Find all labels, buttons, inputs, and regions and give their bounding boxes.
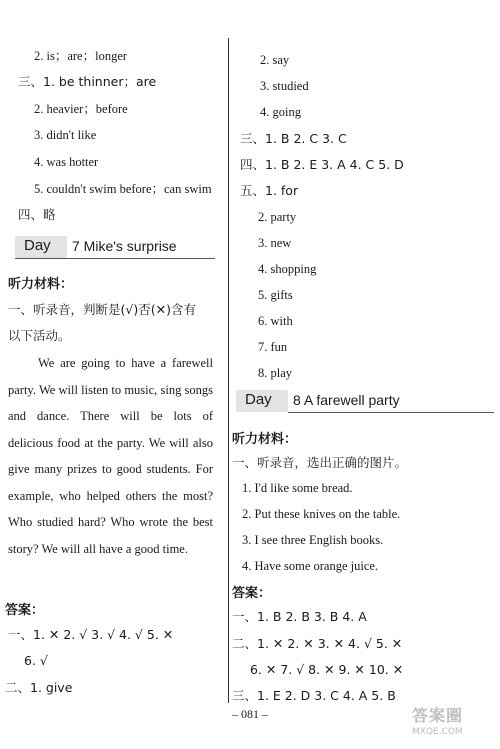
day-label: Day (24, 237, 51, 254)
day-title: 7 Mike's surprise (72, 238, 177, 254)
day-label: Day (245, 391, 272, 408)
answer-line: 五、1. for (240, 183, 299, 198)
listening-item: 1. I'd like some bread. (242, 481, 353, 495)
watermark-url: MXQE.COM (412, 727, 463, 737)
answer-line: 二、1. give (5, 680, 73, 695)
watermark-logo (412, 706, 498, 746)
answer-line: 5. couldn't swim before；can swim (34, 182, 212, 196)
listening-item: 4. Have some orange juice. (242, 559, 379, 573)
answer-line: 3. didn't like (34, 128, 97, 142)
answer-line: 2. heavier；before (34, 102, 128, 116)
listening-item: 2. Put these knives on the table. (242, 507, 401, 521)
answer-line: 7. fun (258, 340, 288, 354)
answer-line: 二、1. ✕ 2. ✕ 3. ✕ 4. √ 5. ✕ (232, 636, 403, 651)
day7-header (15, 236, 215, 260)
answer-line: 2. say (260, 53, 290, 67)
page-number: – 081 – (232, 707, 268, 721)
answer-line: 一、1. B 2. B 3. B 4. A (232, 609, 367, 624)
answer-heading: 答案： (5, 603, 45, 618)
answer-line: 一、1. ✕ 2. √ 3. √ 4. √ 5. ✕ (8, 627, 174, 642)
answer-line: 4. shopping (258, 262, 317, 276)
instruction-line: 一、听录音，判断是(√)否(✕)含有 (8, 302, 196, 317)
listening-item: 3. I see three English books. (242, 533, 384, 547)
answer-line: 4. going (260, 105, 301, 119)
listening-heading: 听力材料： (232, 432, 298, 447)
answer-line: 6. √ (24, 653, 48, 668)
answer-line: 8. play (258, 366, 293, 380)
answer-line: 三、1. be thinner；are (18, 74, 157, 89)
instruction-line: 一、听录音，选出正确的图片。 (232, 455, 408, 470)
answer-line: 三、1. B 2. C 3. C (240, 131, 347, 146)
answer-line: 3. studied (260, 79, 309, 93)
watermark-title: 答案圈 (412, 706, 464, 725)
answer-line: 4. was hotter (34, 155, 99, 169)
instruction-line: 以下活动。 (8, 328, 71, 343)
column-divider (228, 38, 229, 703)
answer-line: 四、略 (18, 207, 56, 222)
listening-heading: 听力材料： (8, 277, 74, 292)
answer-line: 6. with (258, 314, 293, 328)
answer-line: 三、1. E 2. D 3. C 4. A 5. B (232, 688, 396, 703)
listening-passage: We are going to have a farewell party. We will listen to music, sing songs and dance. There will be lots of delicious food at the party. We will also give many prizes to good students. For example, who helped others the most? Who studied hard? Who wrote the best story? We will all have a good time. (8, 356, 213, 556)
answer-line: 6. ✕ 7. √ 8. ✕ 9. ✕ 10. ✕ (250, 662, 404, 677)
day8-header (236, 390, 494, 414)
answer-line: 2. is；are；longer (34, 49, 128, 63)
answer-line: 四、1. B 2. E 3. A 4. C 5. D (240, 157, 404, 172)
day-underline (288, 412, 494, 413)
answer-line: 2. party (258, 210, 297, 224)
answer-line: 5. gifts (258, 288, 293, 302)
answer-line: 3. new (258, 236, 292, 250)
day-underline (15, 258, 215, 259)
answer-heading: 答案： (232, 586, 272, 601)
day-title: 8 A farewell party (293, 392, 400, 408)
